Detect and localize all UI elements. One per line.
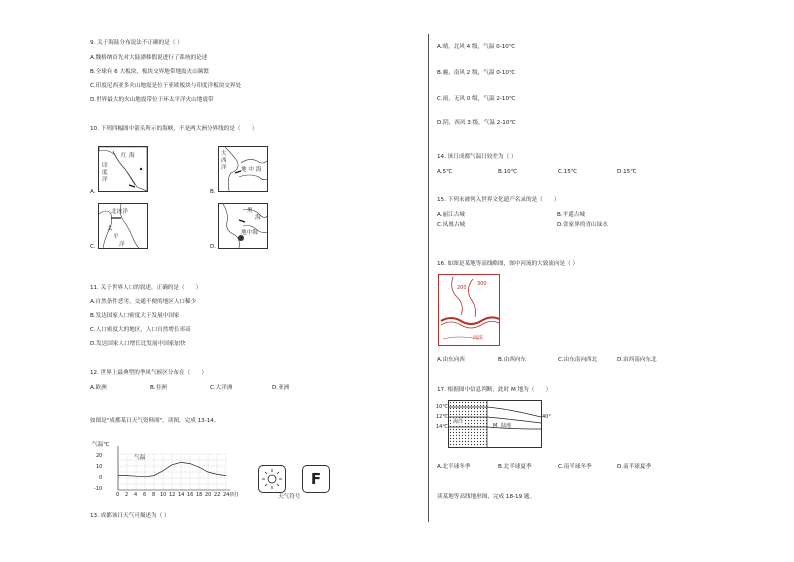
question-13-stem: 13. 成都该日天气可描述为（ ） [90, 513, 170, 519]
map-b-label-yang: 洋 [221, 165, 227, 171]
x-tick: 20 [205, 492, 212, 498]
q14-option-d[interactable]: D.15℃ [617, 169, 637, 175]
question-16-stem: 16. 如图是某地等高线略图，图中河流的大致流向是（ ） [437, 261, 579, 267]
q16-option-c[interactable]: C.由东南向西北 [558, 357, 598, 363]
q16-option-d[interactable]: D.由西南向东北 [617, 357, 657, 363]
map-c-label-yang: 洋 [119, 242, 125, 248]
x-tick: 6 [143, 492, 147, 498]
q13-option-c[interactable]: C.雨，无风 0 级，气温 2-10℃ [437, 96, 516, 102]
q13-option-a[interactable]: A.晴，北风 4 级，气温 0-10℃ [437, 44, 516, 50]
question-17-stem: 17. 根据图中信息判断，此时 M 地为（ ） [437, 387, 552, 393]
q17-option-d[interactable]: D.南半球夏季 [617, 464, 652, 470]
map-a-label-red: 红 [121, 153, 127, 159]
x-tick: 22 [214, 492, 221, 498]
q9-option-c[interactable]: C.印度尼西亚多火山地震是位于亚欧板块与印度洋板块交界处 [90, 83, 242, 89]
q11-option-d[interactable]: D.发达国家人口增长比发展中国家加快 [90, 341, 186, 347]
map-b-letter[interactable]: B. [210, 189, 216, 195]
q12-option-b[interactable]: B.非洲 [150, 385, 167, 391]
y-tick-10: 10 [96, 464, 103, 470]
map-c-label-ping: 平 [113, 234, 119, 240]
label-m: M [493, 423, 498, 429]
map-c-label-arctic: 北冰洋 [111, 209, 128, 215]
weather-symbol-caption: 天气符号 [278, 494, 301, 500]
x-tick: 10 [160, 492, 167, 498]
q15-option-a[interactable]: A.丽江古城 [437, 212, 465, 218]
q12-option-c[interactable]: C.大洋洲 [210, 385, 233, 391]
y-tick-20: 20 [96, 453, 103, 459]
q9-option-b[interactable]: B.全球有 6 大板块，板块交界地带地震火山频繁 [90, 69, 210, 75]
isotherm-10: 10℃ [436, 404, 448, 410]
x-tick: 12 [169, 492, 176, 498]
isotherm-14: 14℃ [436, 424, 448, 430]
weather-intro: 如图是"成都某日天气资料图"，读图，完成 13-14。 [90, 418, 220, 424]
question-14-stem: 14. 该日成都气温日较差为（ ） [437, 154, 517, 160]
map-b-gibraltar [218, 146, 268, 192]
q9-option-a[interactable]: A.魏格纳首先对大陆漂移假说进行了系统的论述 [90, 55, 208, 61]
isotherm-12: 12℃ [436, 414, 448, 420]
q11-option-b[interactable]: B.发达国家人口密度大于发展中国家 [90, 313, 180, 319]
map-d-label-mediterranean: 地中海 [241, 230, 258, 236]
question-9-stem: 9. 关于海陆分布说法不正确的是（ ） [90, 40, 183, 46]
q15-option-d[interactable]: D.张家界的青山绿水 [557, 222, 608, 228]
wind-symbol-box [302, 465, 330, 493]
q14-option-c[interactable]: C.15℃ [558, 169, 578, 175]
latitude-40: 40° [542, 414, 551, 420]
map-a-label-du: 度 [102, 170, 108, 176]
map-a-letter[interactable]: A. [90, 189, 96, 195]
x-tick: 8 [152, 492, 156, 498]
q15-option-b[interactable]: B.平遥古城 [557, 212, 585, 218]
chart-series-label: 气温 [134, 455, 146, 461]
weather-chart [88, 440, 268, 502]
x-tick: 24(时) [223, 492, 239, 498]
x-tick: 4 [134, 492, 138, 498]
q17-option-b[interactable]: B.北半球夏季 [498, 464, 532, 470]
q9-option-d[interactable]: D.世界最大的火山地震带位于环太平洋火山地震带 [90, 97, 214, 103]
q13-option-b[interactable]: B.霾，南风 2 级，气温 0-10℃ [437, 70, 516, 76]
q16-option-b[interactable]: B.由西向东 [498, 357, 526, 363]
label-ocean: 海洋 [453, 419, 464, 425]
map-a-red-sea [98, 146, 148, 192]
contour-label-200: 200 [457, 285, 467, 291]
map-a-label-yang: 洋 [102, 177, 108, 183]
q18-19-intro: 读某地等高线地形图，完成 18-19 题。 [437, 494, 536, 500]
isotherm-diagram [448, 400, 542, 448]
q16-option-a[interactable]: A.由东向西 [437, 357, 465, 363]
map-b-label-da: 大 [221, 151, 227, 157]
map-c-letter[interactable]: C. [90, 244, 96, 250]
chart-ylabel: 气温℃ [92, 442, 110, 448]
map-d-bosphorus [218, 203, 268, 249]
map-b-label-xi: 西 [221, 158, 227, 164]
q14-option-a[interactable]: A.5℃ [437, 169, 453, 175]
contour-label-300: 300 [477, 281, 487, 287]
sun-icon [259, 466, 285, 492]
label-land: 陆地 [501, 423, 512, 429]
q12-option-a[interactable]: A.欧洲 [90, 385, 107, 391]
x-tick: 16 [187, 492, 194, 498]
map-b-label-mediterranean: 地 中 海 [241, 167, 262, 173]
map-c-label-tai: 太 [107, 226, 113, 232]
map-a-label-yin: 印 [102, 163, 108, 169]
column-divider [428, 34, 429, 522]
q11-option-c[interactable]: C.人口密度大的地区，人口自然增长率高 [90, 327, 191, 333]
map-a-label-sea: 海 [129, 153, 135, 159]
question-15-stem: 15. 下列未被列入世界文化遗产名录的是（ ） [437, 197, 560, 203]
river-label: 河流 [473, 335, 484, 341]
q13-option-d[interactable]: D.阴，西风 3 级，气温 2-10℃ [437, 120, 516, 126]
x-tick: 14 [178, 492, 185, 498]
x-tick: 0 [116, 492, 120, 498]
question-10-stem: 10. 下列四幅图中箭头所示的海峡，不是两大洲分界线的是（ ） [90, 126, 258, 132]
wind-symbol-letter: F [310, 470, 322, 488]
x-tick: 2 [125, 492, 129, 498]
map-d-letter[interactable]: D. [210, 244, 217, 250]
q15-option-c[interactable]: C.凤凰古城 [437, 222, 466, 228]
q11-option-a[interactable]: A.自然条件恶劣，交通不便的地区人口稀少 [90, 299, 197, 305]
q17-option-c[interactable]: C.南半球冬季 [558, 464, 592, 470]
question-11-stem: 11. 关于世界人口的叙述，正确的是（ ） [90, 285, 202, 291]
map-d-label-hai: 海 [255, 215, 261, 221]
y-tick-neg10: -10 [94, 486, 103, 492]
question-12-stem: 12. 世界上最典型的季风气候区分布在（ ） [90, 370, 207, 376]
sun-symbol-box [258, 465, 286, 493]
y-tick-0: 0 [99, 475, 103, 481]
chart-axes [118, 446, 230, 490]
x-tick: 18 [196, 492, 203, 498]
contour-map [438, 274, 500, 346]
q17-option-a[interactable]: A.北半球冬季 [437, 464, 471, 470]
map-d-label-hei: 黑 [247, 208, 253, 214]
q14-option-b[interactable]: B.10℃ [498, 169, 518, 175]
q12-option-d[interactable]: D.亚洲 [272, 385, 290, 391]
map-c-bering [98, 203, 148, 249]
